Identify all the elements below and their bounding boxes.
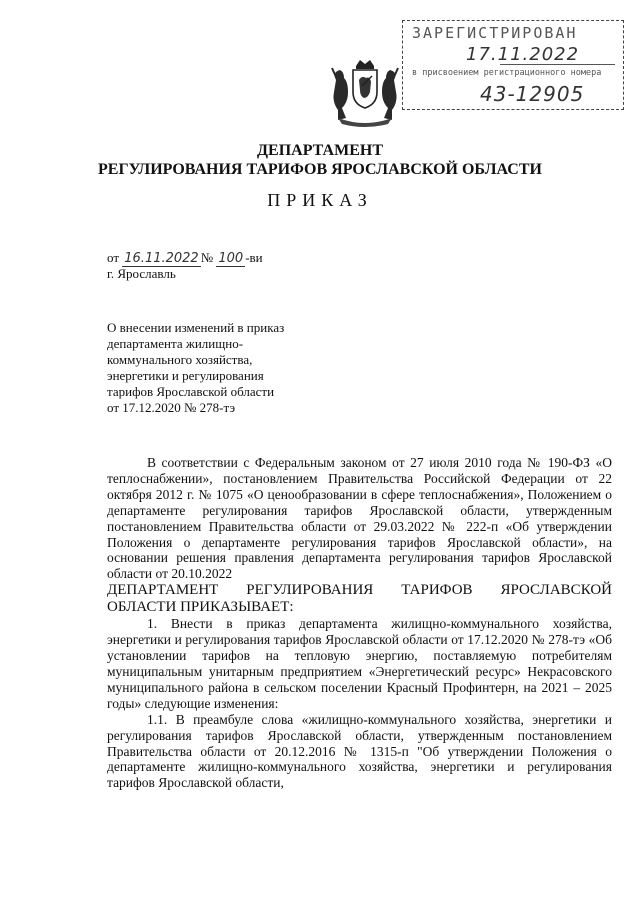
stamp-title: ЗАРЕГИСТРИРОВАН	[412, 24, 578, 42]
subject-line: от 17.12.2020 № 278-тэ	[107, 400, 236, 415]
date-prefix: от	[107, 250, 120, 265]
city: г. Ярославль	[107, 266, 176, 281]
coat-of-arms-emblem	[326, 58, 404, 128]
order-date-number-line	[107, 250, 263, 267]
item-1-1-paragraph: 1.1. В преамбуле слова «жилищно-коммунального хозяйства, энергетики и регулирования тарифов Ярославской области, утвержденным постановлением Правительства области от 20.12.2016 № 1315-п "Об утверждении Положения о департаменте жилищно-коммунального хозяйства, энергетики и регулирования тарифов Ярославской области,	[107, 711, 612, 791]
order-number: 100	[218, 251, 244, 266]
department-title-line1: ДЕПАРТАМЕНТ	[257, 142, 383, 159]
stamp-divider	[500, 64, 615, 65]
order-date: 16.11.2022	[124, 251, 199, 266]
order-body	[107, 455, 612, 791]
order-heading: ПРИКАЗ	[267, 190, 373, 210]
number-prefix: №	[200, 250, 214, 265]
preamble-paragraph: В соответствии с Федеральным законом от 27 июля 2010 года № 190-ФЗ «О теплоснабжении», постановлением Правительства Российской Федерации от 22 октября 2012 г. № 1075 «О ценообразовании в сфере теплоснабжения», Положением о департаменте регулирования тарифов Ярославской области, утвержденным постановлением Правительства области от 29.03.2022 № 222-п «Об утверждении Положения о департаменте регулирования тарифов Ярославской области», на основании решения правления департамента регулирования тарифов Ярославской области от 20.10.2022	[107, 455, 612, 582]
stamp-handwritten-date: 17.11.2022	[466, 44, 580, 65]
department-title-line2: РЕГУЛИРОВАНИЯ ТАРИФОВ ЯРОСЛАВСКОЙ ОБЛАСТИ	[98, 161, 542, 178]
number-suffix: -ви	[245, 250, 263, 265]
subject-line: тарифов Ярославской области	[107, 384, 275, 399]
subject-line: коммунального хозяйства,	[107, 352, 253, 367]
orders-caption-line2: ОБЛАСТИ ПРИКАЗЫВАЕТ:	[107, 599, 294, 616]
subject-line: О внесении изменений в приказ	[107, 320, 285, 335]
subject-line: энергетики и регулирования	[107, 368, 264, 383]
item-1-paragraph: 1. Внести в приказ департамента жилищно-коммунального хозяйства, энергетики и регулирования тарифов Ярославской области от 17.12.2020 № 278-тэ «Об установлении тарифов на тепловую энергию, поставляемую потребителям муниципальным унитарным предприятием «Энергетический ресурс» Некрасовского муниципального района в сельском поселении Красный Профинтерн, на 2021 – 2025 годы» следующие изменения:	[107, 616, 612, 711]
orders-caption-line1: ДЕПАРТАМЕНТ РЕГУЛИРОВАНИЯ ТАРИФОВ ЯРОСЛАВСКОЙ	[107, 582, 612, 599]
subject-line: департамента жилищно-	[107, 336, 244, 351]
stamp-note: в присвоением регистрационного номера	[412, 68, 602, 78]
stamp-handwritten-number: 43-12905	[480, 82, 585, 106]
order-subject	[107, 320, 327, 416]
